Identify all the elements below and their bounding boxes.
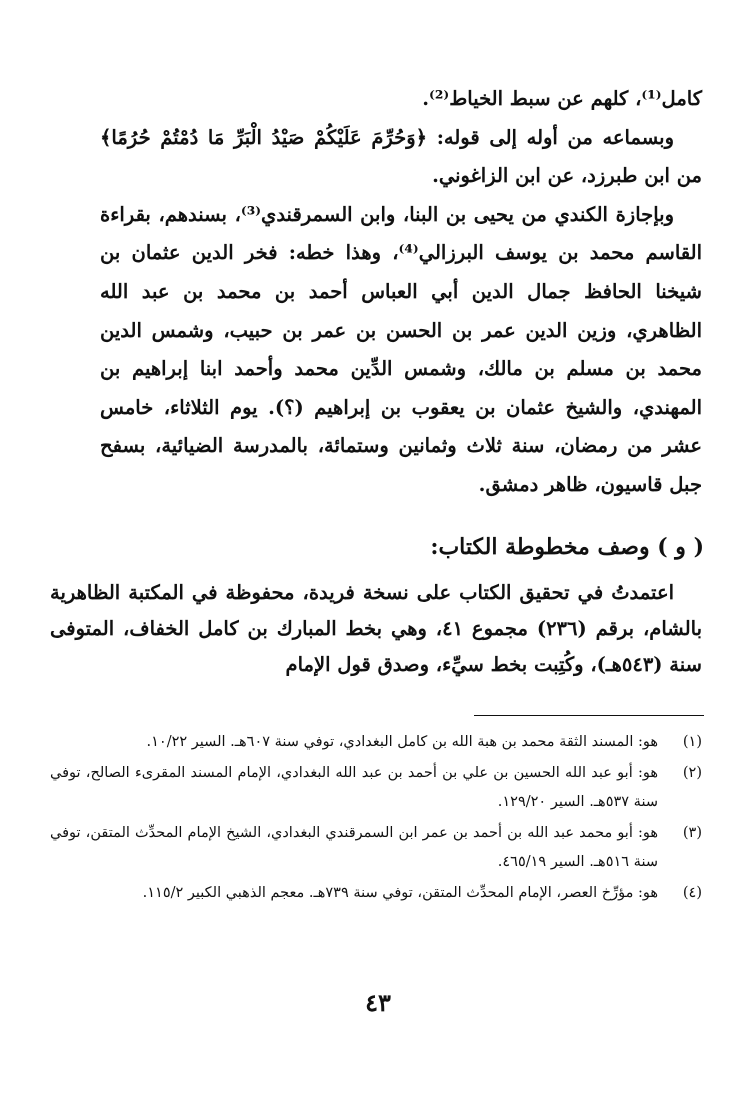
footnote-number: (٤) (682, 885, 702, 901)
main-text-block (100, 80, 702, 505)
paragraph-3: وبإجازة الكندي من يحيى بن البنا، وابن السمرقندي⁽³⁾، بسندهم، بقراءة القاسم محمد بن يوسف البرزالي⁽⁴⁾، وهذا خطه: فخر الدين عثمان بن شيخنا الحافظ جمال الدين أبي العباس أحمد بن محمد بن عبد الله الظاهري، وزين الدين عمر بن الحسن بن عمر بن حبيب، وشمس الدين محمد بن مسلم بن مالك، وشمس الدِّين محمد وأحمد ابنا إبراهيم بن المهندي، والشيخ عثمان بن يعقوب بن إبراهيم (؟). يوم الثلاثاء، خامس عشر من رمضان، سنة ثلاث وثمانين وستمائة، بالمدرسة الضيائية، بسفح جبل قاسيون، ظاهر دمشق. (100, 202, 702, 496)
section-heading: ( و ) وصف مخطوطة الكتاب: (430, 534, 704, 560)
paragraph-2 (100, 119, 702, 196)
paragraph-4: اعتمدتُ في تحقيق الكتاب على نسخة فريدة، محفوظة في المكتبة الظاهرية بالشام، برقم (٢٣٦) مجموع ٤١، وهي بخط المبارك بن كامل الخفاف، المتوفى سنة (٥٤٣هـ)، وكُتِبت بخط سيِّء، وصدق قول الإمام (50, 581, 703, 676)
footnote-4 (50, 879, 702, 908)
main-text-block-2 (50, 575, 702, 683)
page-number: ٤٣ (365, 988, 391, 1017)
footnote-text: هو: أبو محمد عبد الله بن أحمد بن عمر ابن السمرقندي البغدادي، الشيخ الإمام المحدِّث المتقن، توفي سنة ٥١٦هـ. السير ٤٦٥/١٩. (50, 825, 658, 870)
footnote-number: (١) (682, 734, 702, 750)
footnotes (50, 728, 702, 910)
footnote-number: (٢) (682, 765, 702, 781)
footnote-2 (50, 759, 702, 817)
paragraph-1: كامل⁽¹⁾، كلهم عن سبط الخياط⁽²⁾. (422, 87, 702, 110)
footnote-text: هو: أبو عبد الله الحسين بن علي بن أحمد بن عبد الله البغدادي، الإمام المسند المقرىء الصالح، توفي سنة ٥٣٧هـ. السير ١٢٩/٢٠. (50, 765, 658, 810)
footnote-3 (50, 819, 702, 877)
quran-verse: ﴿وَحُرِّمَ عَلَيْكُمْ صَيْدُ الْبَرِّ مَا دُمْتُمْ حُرُمًا﴾ (100, 125, 428, 149)
footnote-text: هو: مؤرِّخ العصر، الإمام المحدِّث المتقن، توفي سنة ٧٣٩هـ. معجم الذهبي الكبير ١١٥/٢. (142, 885, 658, 901)
footnote-1 (50, 728, 702, 757)
paragraph-2-intro: وبسماعه من أوله إلى قوله: (427, 125, 674, 149)
footnote-divider (474, 715, 704, 716)
footnote-text: هو: المسند الثقة محمد بن هبة الله بن كامل البغدادي، توفي سنة ٦٠٧هـ. السير ١٠/٢٢. (146, 734, 658, 750)
footnote-number: (٣) (682, 825, 702, 841)
paragraph-2-end: من ابن طبرزد، عن ابن الزاغوني. (432, 164, 702, 188)
